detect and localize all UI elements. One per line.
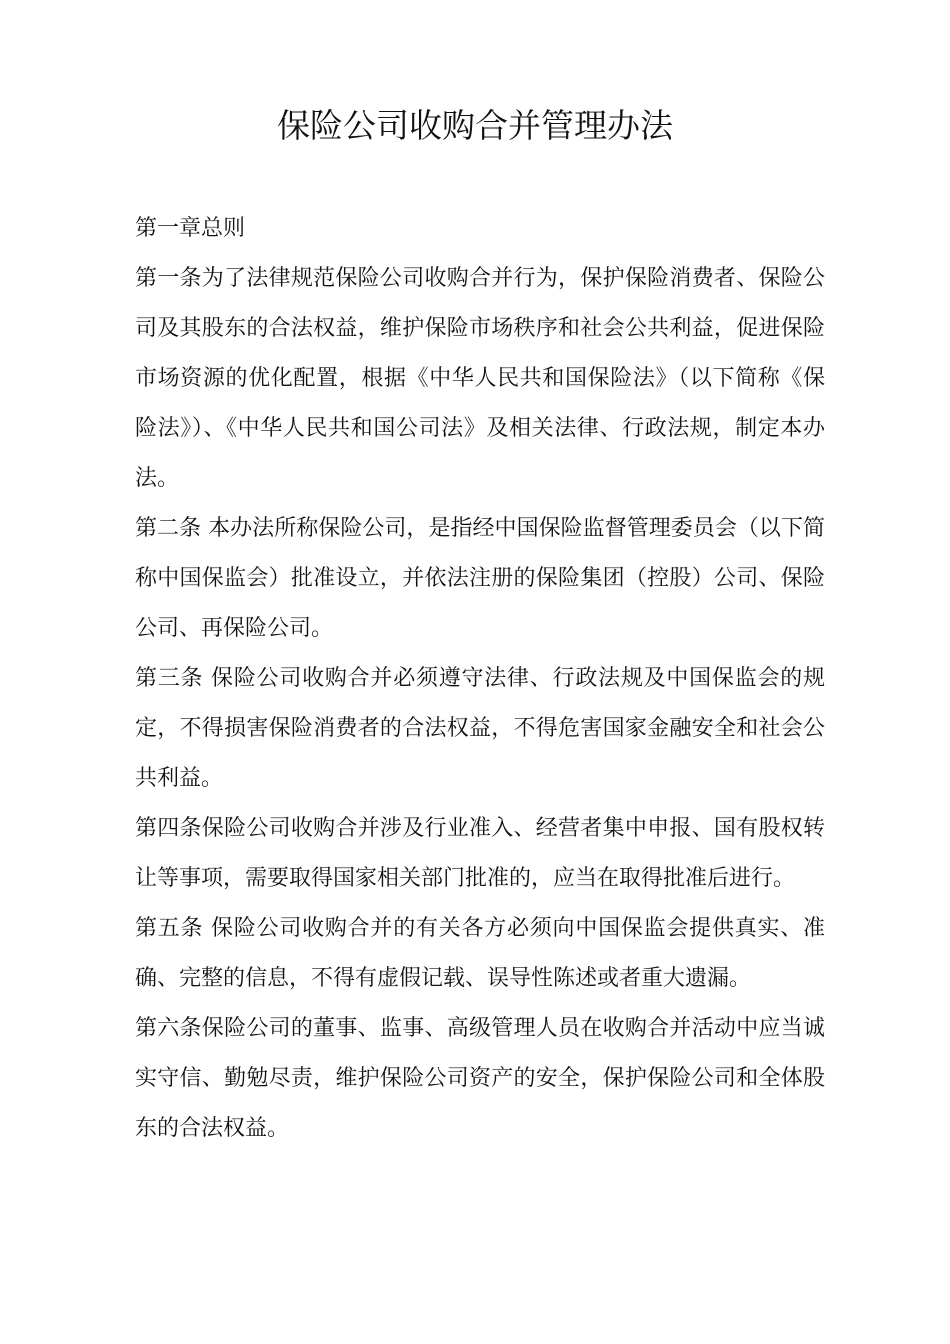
article-2: 第二条 本办法所称保险公司，是指经中国保险监督管理委员会（以下简称中国保监会）批准设立，并依法注册的保险集团（控股）公司、保险公司、再保险公司。 (135, 516, 825, 641)
article-1: 第一条为了法律规范保险公司收购合并行为，保护保险消费者、保险公司及其股东的合法权益，维护保险市场秩序和社会公共利益，促进保险市场资源的优化配置，根据《中华人民共和国保险法》（以下简称《保险法》）、《中华人民共和国公司法》及相关法律、行政法规，制定本办法。 (135, 266, 825, 491)
document-title: 保险公司收购合并管理办法 (277, 106, 673, 145)
article-4: 第四条保险公司收购合并涉及行业准入、经营者集中申报、国有股权转让等事项，需要取得国家相关部门批准的，应当在取得批准后进行。 (135, 816, 825, 891)
chapter-heading: 第一章总则 (135, 216, 246, 241)
article-3: 第三条 保险公司收购合并必须遵守法律、行政法规及中国保监会的规定，不得损害保险消费者的合法权益，不得危害国家金融安全和社会公共利益。 (135, 666, 825, 791)
document-body (135, 204, 825, 1154)
article-5: 第五条 保险公司收购合并的有关各方必须向中国保监会提供真实、准确、完整的信息，不得有虚假记载、误导性陈述或者重大遗漏。 (135, 916, 825, 991)
article-6: 第六条保险公司的董事、监事、高级管理人员在收购合并活动中应当诚实守信、勤勉尽责，维护保险公司资产的安全，保护保险公司和全体股东的合法权益。 (135, 1016, 825, 1141)
